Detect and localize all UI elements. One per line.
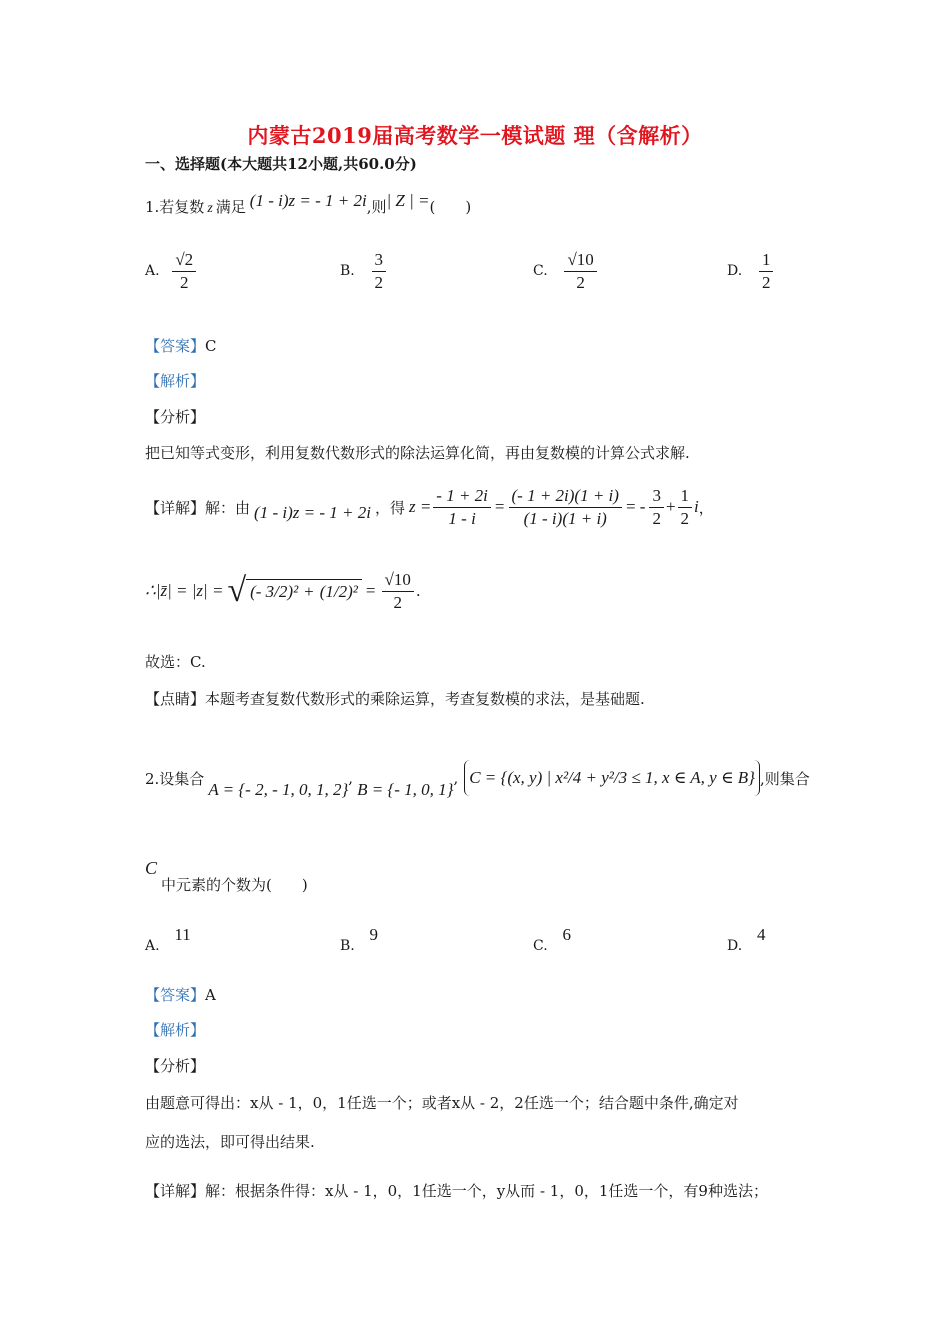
- q1-var-z: z: [207, 201, 213, 216]
- q2-stem-line2: 中元素的个数为( ): [161, 876, 308, 894]
- q2-detail: [145, 1180, 768, 1201]
- q2-fenxi-line1: 由题意可得出：x从 - 1，0，1任选一个；或者x从 - 2，2任选一个；结合题中条件,确定对: [145, 1094, 739, 1112]
- dianjing-text: 本题考查复数代数形式的乘除运算，考查复数模的求法，是基础题.: [205, 690, 645, 708]
- q2-option-c: [533, 925, 571, 954]
- res-tail: ，: [698, 498, 714, 517]
- detail-tag: 【详解】: [145, 1182, 206, 1200]
- option-num: √10: [564, 250, 596, 272]
- option-den: 2: [761, 272, 771, 292]
- q1-stem: [145, 191, 472, 217]
- option-value: 9: [369, 925, 379, 944]
- res-i: i: [694, 497, 699, 517]
- option-label: A.: [145, 938, 160, 954]
- option-num: √2: [172, 250, 196, 272]
- q2-option-d: [727, 925, 766, 954]
- option-value: 6: [562, 925, 571, 944]
- frac1-num: - 1 + 2i: [433, 486, 491, 508]
- q2-comma1: ,: [348, 769, 354, 787]
- option-value: 4: [756, 925, 766, 944]
- frac2-den: (1 - i)(1 + i): [523, 508, 607, 528]
- q1-stem-prefix: 1.若复数: [145, 198, 205, 216]
- option-den: 2: [374, 272, 384, 292]
- q2-var-c: C: [145, 858, 158, 878]
- option-label: C.: [533, 938, 548, 954]
- q2-option-a: [145, 925, 191, 954]
- res-plus: +: [665, 497, 676, 517]
- final-dot: .: [415, 582, 421, 601]
- q1-equation: (1 - i)z = - 1 + 2i: [249, 191, 367, 210]
- option-label: B.: [340, 938, 355, 954]
- sqrt-term-2: (1/2)²: [319, 581, 358, 601]
- section-heading: 一、选择题(本大题共12小题,共60.0分): [145, 155, 417, 173]
- q2-analysis-tag: 【解析】: [145, 1021, 206, 1039]
- result-neg: = -: [625, 497, 646, 517]
- q2-set-c: C = {(x, y) | x²/4 + y²/3 ≤ 1, x ∈ A, y ∈ B}: [464, 760, 760, 796]
- q1-paren: ( ): [429, 198, 472, 216]
- q1-option-b: [340, 250, 388, 292]
- final-eq: =: [365, 581, 376, 601]
- option-den: 2: [180, 272, 189, 292]
- option-den: 2: [576, 272, 585, 292]
- q1-fenxi-tag: 【分析】: [145, 408, 206, 426]
- q2-stem-prefix: 2.设集合: [145, 769, 205, 788]
- frac2-num: (- 1 + 2i)(1 + i): [509, 486, 622, 508]
- option-label: B.: [340, 263, 355, 280]
- res-frac2-den: 2: [680, 508, 690, 528]
- q2-option-b: [340, 925, 379, 954]
- detail-text: 解：根据条件得：x从 - 1，0，1任选一个，y从而 - 1，0，1任选一个，有9种选法；: [205, 1182, 768, 1200]
- option-label: D.: [727, 938, 743, 954]
- q1-therefore-line: [145, 570, 421, 612]
- sqrt-icon: √: [227, 572, 247, 610]
- option-label: A.: [145, 263, 160, 280]
- q2-set-a: A = {- 2, - 1, 0, 1, 2}: [208, 780, 349, 799]
- sqrt-plus: +: [304, 581, 314, 601]
- q2-set-b: B = {- 1, 0, 1}: [357, 780, 454, 799]
- q1-detail-line: 【详解】 解：由 (1 - i)z = - 1 + 2i ，得 z = $\frac{- 1 + 2i}{1 - i}$ = $\frac{(- 1 + 2i)(1 + i)}{(1 - i)(1 + i)}$ = - $\frac{3}{2}$ + $\frac{1}{2}$ i ，: [145, 486, 714, 528]
- detail-prefix: 解：由: [205, 498, 251, 517]
- detail-tag: 【详解】: [145, 498, 206, 517]
- q1-dianjing: [145, 688, 645, 709]
- option-value: 11: [174, 925, 191, 944]
- sqrt-term-1: (- 3/2)²: [250, 581, 299, 601]
- therefore-expr: ∴|z̄| = |z| =: [145, 581, 224, 601]
- detail-z: z =: [408, 497, 432, 517]
- answer-value: A: [205, 986, 216, 1004]
- q2-stem-tail: ,则集合: [759, 769, 810, 788]
- q1-option-c: [533, 250, 599, 292]
- q1-option-a: [145, 250, 198, 292]
- q1-analysis-tag: 【解析】: [145, 372, 206, 390]
- option-label: C.: [533, 263, 548, 280]
- q1-fenxi-text: 把已知等式变形，利用复数代数形式的除法运算化简，再由复数模的计算公式求解.: [145, 444, 690, 462]
- final-num: √10: [382, 570, 414, 592]
- dianjing-tag: 【点睛】: [145, 690, 206, 708]
- q2-comma2: ,: [453, 769, 459, 787]
- option-num: 1: [759, 250, 774, 272]
- detail-eq1: (1 - i)z = - 1 + 2i: [254, 503, 371, 523]
- q1-abs-expr: | Z | =: [386, 191, 430, 210]
- q2-fenxi-tag: 【分析】: [145, 1057, 206, 1075]
- answer-value: C: [205, 337, 217, 355]
- q1-answer: [145, 335, 217, 356]
- q2-fenxi-line2: 应的选法，即可得出结果.: [145, 1133, 315, 1151]
- q1-stem-mid2: ,则: [366, 198, 387, 216]
- res-frac1-den: 2: [652, 508, 661, 528]
- q2-answer: [145, 984, 216, 1005]
- q2-stem: [145, 760, 810, 799]
- option-label: D.: [727, 263, 743, 280]
- res-frac2-num: 1: [678, 486, 693, 508]
- res-frac1-num: 3: [649, 486, 664, 508]
- q1-option-d: [727, 250, 775, 292]
- frac1-den: 1 - i: [448, 508, 476, 528]
- option-num: 3: [372, 250, 387, 272]
- answer-tag: 【答案】: [145, 337, 206, 355]
- answer-tag: 【答案】: [145, 986, 206, 1004]
- q1-choose: 故选：C.: [145, 653, 206, 671]
- page-title: 内蒙古2019届高考数学一模试题 理（含解析）: [247, 123, 703, 148]
- final-den: 2: [393, 592, 402, 612]
- q1-stem-mid: 满足: [215, 198, 246, 216]
- detail-mid: ，得: [374, 498, 405, 517]
